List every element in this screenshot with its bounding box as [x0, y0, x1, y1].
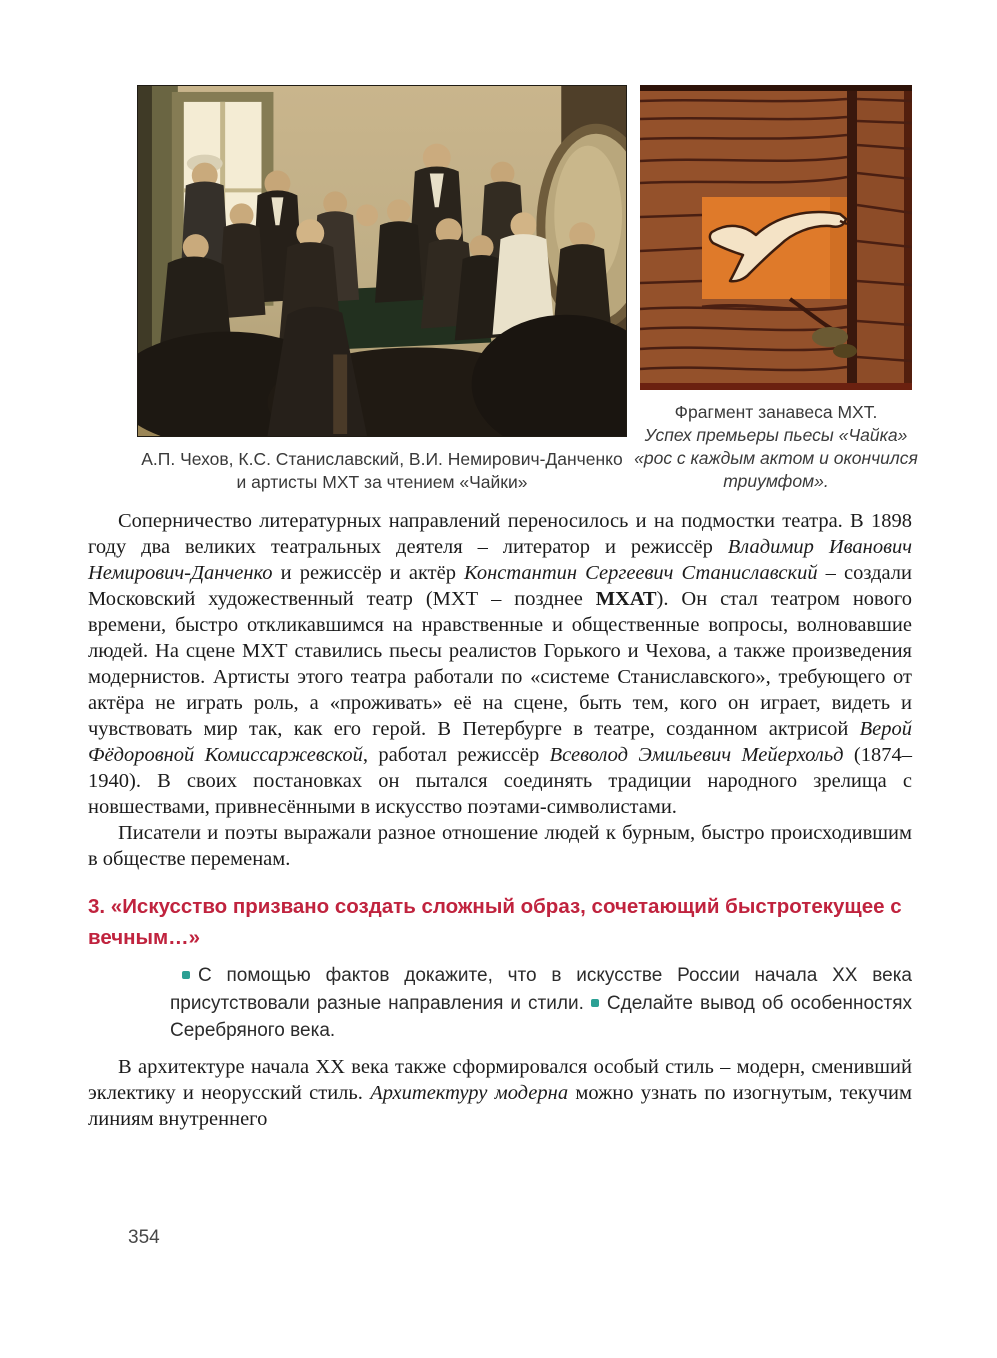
section-heading: 3. «Искусство призвано создать сложный образ, сочетающий быстротекущее с вечным…»: [88, 895, 902, 949]
photo-mht-illustration: [138, 86, 626, 436]
body-paragraph-architecture: [88, 1054, 912, 1132]
text-run: , работал режиссёр: [362, 744, 550, 766]
text-run: Владимир Иванович Немирович-Данченко: [88, 536, 912, 584]
photo-right-caption: [628, 401, 924, 493]
figure-mht-photo: [137, 85, 627, 494]
photo-curtain-fragment: [640, 85, 912, 390]
figures-row: [137, 85, 918, 494]
task-block: [170, 962, 912, 1045]
task-bullet-icon: [182, 971, 190, 979]
body-paragraph-writers: [88, 820, 912, 872]
task-text: С помощью фактов докажите, что в искусстве России начала XX века присутствовали разные направления и стили.: [170, 965, 912, 1014]
page-number: 354: [128, 1227, 160, 1248]
photo-right-caption-quote: Успех премьеры пьесы «Чайка» «рос с каждым актом и окончился триумфом».: [634, 425, 918, 491]
body-text-block: [88, 508, 912, 1132]
text-run: – создали Московский художественный театр (МХТ – позднее: [88, 562, 912, 610]
text-run: Константин Сергеевич Станиславский: [464, 562, 818, 584]
text-run: Писатели и поэты выражали разное отношение людей к бурным, быстро происходившим в обществе переменам.: [88, 822, 912, 870]
text-run: Верой Фёдоровной Комиссаржевской: [88, 718, 912, 766]
photo-right-caption-line1: Фрагмент занавеса МХТ.: [674, 402, 878, 422]
photo-mht-reading-chaika: [137, 85, 627, 437]
curtain-illustration: [640, 85, 912, 390]
body-paragraph-theatre: [88, 508, 912, 820]
text-run: Соперничество литературных направлений переносилось и на подмостки театра. В 1898 году два великих театральных деятеля – литератор и режиссёр: [88, 510, 912, 558]
task-text: Сделайте вывод об особенностях Серебряного века.: [170, 992, 913, 1041]
task-bullet-icon: [591, 999, 599, 1007]
text-run: В архитектуре начала XX века также сформировался особый стиль – модерн, сменивший эклектику и неорусский стиль.: [88, 1055, 912, 1104]
text-run: и режиссёр и актёр: [272, 562, 465, 584]
text-run: можно узнать по изогнутым, текучим линиям внутреннего: [88, 1081, 912, 1130]
photo-left-caption: А.П. Чехов, К.С. Станиславский, В.И. Немирович-Данченко и артисты МХТ за чтением «Чайки»: [141, 449, 623, 492]
text-run: Архитектуру модерна: [370, 1081, 569, 1104]
text-run: (1874–1940). В своих постановках он пытался соединять традиции народного зрелища с новшествами, привнесёнными в искусство поэтами-символистами.: [88, 744, 912, 818]
text-run: Всеволод Эмильевич Мейерхольд: [549, 744, 844, 766]
text-run: ). Он стал театром нового времени, быстро откликавшимся на нравственные и общественные вопросы, волновавшие людей. На сцене МХТ ставились пьесы реалистов Горького и Чехова, а также произведения модернистов. Артисты этого театра работали по «системе Станиславского», требующего от актёра не играть роль, а «проживать» её на сцене, быть тем, кого он играет, видеть и чувствовать мир так, как его герой. В Петербурге в театре, созданном актрисой: [88, 588, 912, 740]
text-run: МХАТ: [595, 588, 657, 610]
figure-curtain: [634, 85, 918, 494]
